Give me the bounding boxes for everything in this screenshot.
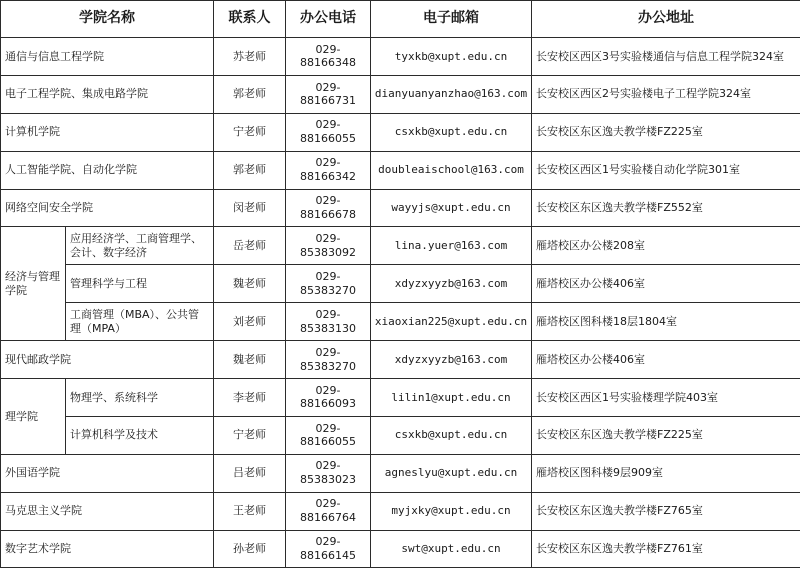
college-cell: 物理学、系统科学 <box>66 379 214 417</box>
email-cell: xdyzxyyzb@163.com <box>371 265 532 303</box>
phone-cell: 029-85383092 <box>286 227 371 265</box>
table-row <box>1 416 800 454</box>
contact-cell: 魏老师 <box>214 341 286 379</box>
address-cell: 长安校区西区3号实验楼通信与信息工程学院324室 <box>532 38 800 76</box>
email-cell: dianyuanyanzhao@163.com <box>371 75 532 113</box>
college-cell: 应用经济学、工商管理学、会计、数字经济 <box>66 227 214 265</box>
table-row <box>1 75 800 113</box>
college-cell: 计算机科学及技术 <box>66 416 214 454</box>
header-row <box>1 1 800 38</box>
email-cell: myjxky@xupt.edu.cn <box>371 492 532 530</box>
contact-cell: 闵老师 <box>214 189 286 227</box>
header-email: 电子邮箱 <box>371 1 532 38</box>
address-cell: 雁塔校区图科楼9层909室 <box>532 454 800 492</box>
table-row <box>1 492 800 530</box>
table-row <box>1 113 800 151</box>
contact-cell: 孙老师 <box>214 530 286 568</box>
group-cell-econ: 经济与管理学院 <box>1 227 66 341</box>
college-cell: 通信与信息工程学院 <box>1 38 214 76</box>
group-cell-science: 理学院 <box>1 379 66 455</box>
college-cell: 现代邮政学院 <box>1 341 214 379</box>
phone-cell: 029-88166678 <box>286 189 371 227</box>
phone-cell: 029-88166342 <box>286 151 371 189</box>
table-row <box>1 379 800 417</box>
table-row <box>1 227 800 265</box>
address-cell: 长安校区西区1号实验楼自动化学院301室 <box>532 151 800 189</box>
contact-cell: 岳老师 <box>214 227 286 265</box>
email-cell: swt@xupt.edu.cn <box>371 530 532 568</box>
header-address: 办公地址 <box>532 1 800 38</box>
header-phone: 办公电话 <box>286 1 371 38</box>
address-cell: 长安校区西区2号实验楼电子工程学院324室 <box>532 75 800 113</box>
college-cell: 马克思主义学院 <box>1 492 214 530</box>
phone-cell: 029-88166093 <box>286 379 371 417</box>
email-cell: lilin1@xupt.edu.cn <box>371 379 532 417</box>
phone-cell: 029-85383270 <box>286 265 371 303</box>
address-cell: 长安校区西区1号实验楼理学院403室 <box>532 379 800 417</box>
header-contact: 联系人 <box>214 1 286 38</box>
table-row <box>1 151 800 189</box>
college-cell: 人工智能学院、自动化学院 <box>1 151 214 189</box>
phone-cell: 029-88166764 <box>286 492 371 530</box>
address-cell: 长安校区东区逸夫教学楼FZ225室 <box>532 416 800 454</box>
college-cell: 外国语学院 <box>1 454 214 492</box>
contact-cell: 宁老师 <box>214 113 286 151</box>
email-cell: csxkb@xupt.edu.cn <box>371 113 532 151</box>
email-cell: xiaoxian225@xupt.edu.cn <box>371 303 532 341</box>
header-college: 学院名称 <box>1 1 214 38</box>
phone-cell: 029-88166348 <box>286 38 371 76</box>
table-row <box>1 303 800 341</box>
address-cell: 雁塔校区办公楼406室 <box>532 265 800 303</box>
email-cell: tyxkb@xupt.edu.cn <box>371 38 532 76</box>
address-cell: 雁塔校区图科楼18层1804室 <box>532 303 800 341</box>
table-row <box>1 189 800 227</box>
phone-cell: 029-88166145 <box>286 530 371 568</box>
college-cell: 电子工程学院、集成电路学院 <box>1 75 214 113</box>
college-cell: 数字艺术学院 <box>1 530 214 568</box>
email-cell: agneslyu@xupt.edu.cn <box>371 454 532 492</box>
phone-cell: 029-85383270 <box>286 341 371 379</box>
contact-cell: 吕老师 <box>214 454 286 492</box>
address-cell: 雁塔校区办公楼208室 <box>532 227 800 265</box>
address-cell: 长安校区东区逸夫教学楼FZ552室 <box>532 189 800 227</box>
table-row <box>1 341 800 379</box>
email-cell: doubleaischool@163.com <box>371 151 532 189</box>
table-row <box>1 265 800 303</box>
table-row <box>1 454 800 492</box>
address-cell: 雁塔校区办公楼406室 <box>532 341 800 379</box>
college-cell: 网络空间安全学院 <box>1 189 214 227</box>
college-cell: 管理科学与工程 <box>66 265 214 303</box>
table-row <box>1 38 800 76</box>
phone-cell: 029-88166055 <box>286 113 371 151</box>
phone-cell: 029-85383023 <box>286 454 371 492</box>
contact-cell: 魏老师 <box>214 265 286 303</box>
contact-cell: 宁老师 <box>214 416 286 454</box>
contact-cell: 苏老师 <box>214 38 286 76</box>
college-cell: 工商管理（MBA）、公共管理（MPA） <box>66 303 214 341</box>
contact-cell: 刘老师 <box>214 303 286 341</box>
phone-cell: 029-88166731 <box>286 75 371 113</box>
contact-cell: 郭老师 <box>214 75 286 113</box>
address-cell: 长安校区东区逸夫教学楼FZ761室 <box>532 530 800 568</box>
table-row <box>1 530 800 568</box>
contact-cell: 郭老师 <box>214 151 286 189</box>
phone-cell: 029-85383130 <box>286 303 371 341</box>
address-cell: 长安校区东区逸夫教学楼FZ765室 <box>532 492 800 530</box>
phone-cell: 029-88166055 <box>286 416 371 454</box>
address-cell: 长安校区东区逸夫教学楼FZ225室 <box>532 113 800 151</box>
contact-cell: 王老师 <box>214 492 286 530</box>
contact-cell: 李老师 <box>214 379 286 417</box>
email-cell: xdyzxyyzb@163.com <box>371 341 532 379</box>
email-cell: lina.yuer@163.com <box>371 227 532 265</box>
college-cell: 计算机学院 <box>1 113 214 151</box>
email-cell: csxkb@xupt.edu.cn <box>371 416 532 454</box>
email-cell: wayyjs@xupt.edu.cn <box>371 189 532 227</box>
